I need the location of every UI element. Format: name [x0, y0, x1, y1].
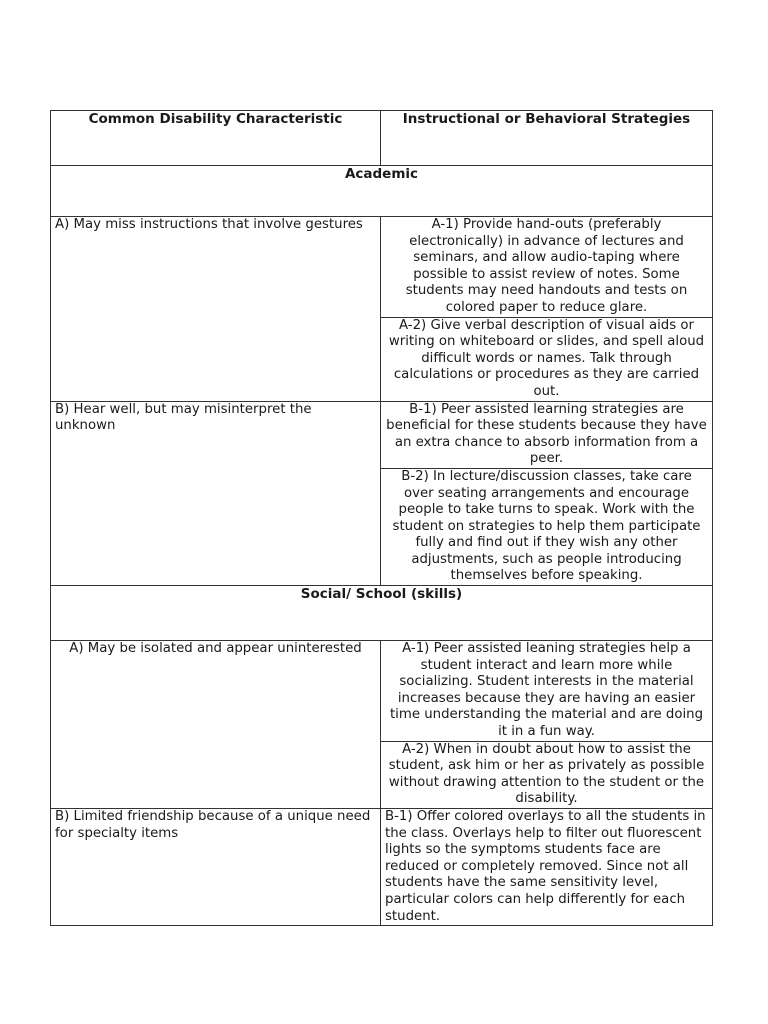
strategy-cell: A-2) Give verbal description of visual aids or writing on whiteboard or slides, and spell aloud difficult words or names. Talk through calculations or procedures as they are carried out. — [381, 317, 713, 401]
section-row-social — [51, 586, 713, 641]
table-row — [51, 809, 713, 926]
characteristic-cell: B) Limited friendship because of a unique need for specialty items — [51, 809, 381, 926]
strategy-cell: B-1) Offer colored overlays to all the students in the class. Overlays help to filter out fluorescent lights so the symptoms students face are reduced or completely removed. Since not all students have the same sensitivity level, particular colors can help differently for each student. — [381, 809, 713, 926]
table-row — [51, 641, 713, 742]
characteristic-cell: A) May miss instructions that involve gestures — [51, 217, 381, 402]
strategy-cell: A-1) Provide hand-outs (preferably electronically) in advance of lectures and seminars, and allow audio-taping where possible to assist review of notes. Some students may need handouts and tests on colored paper to reduce glare. — [381, 217, 713, 318]
table-row — [51, 217, 713, 318]
header-characteristic: Common Disability Characteristic — [51, 111, 381, 166]
characteristic-cell: B) Hear well, but may misinterpret the unknown — [51, 401, 381, 586]
section-title: Social/ School (skills) — [51, 586, 713, 641]
header-row — [51, 111, 713, 166]
strategy-cell: A-2) When in doubt about how to assist the student, ask him or her as privately as possible without drawing attention to the student or the disability. — [381, 741, 713, 808]
section-row-academic — [51, 166, 713, 217]
table-row — [51, 401, 713, 468]
strategy-cell: B-1) Peer assisted learning strategies are beneficial for these students because they have an extra chance to absorb information from a peer. — [381, 401, 713, 468]
characteristic-cell: A) May be isolated and appear uninterested — [51, 641, 381, 809]
header-strategies: Instructional or Behavioral Strategies — [381, 111, 713, 166]
section-title: Academic — [51, 166, 713, 217]
strategy-cell: A-1) Peer assisted leaning strategies help a student interact and learn more while socializing. Student interests in the material increases because they are having an easier time understanding the material and are doing it in a fun way. — [381, 641, 713, 742]
strategy-cell: B-2) In lecture/discussion classes, take care over seating arrangements and encourage people to take turns to speak. Work with the student on strategies to help them participate fully and find out if they wish any other adjustments, such as people introducing themselves before speaking. — [381, 468, 713, 585]
strategies-table — [50, 110, 713, 926]
